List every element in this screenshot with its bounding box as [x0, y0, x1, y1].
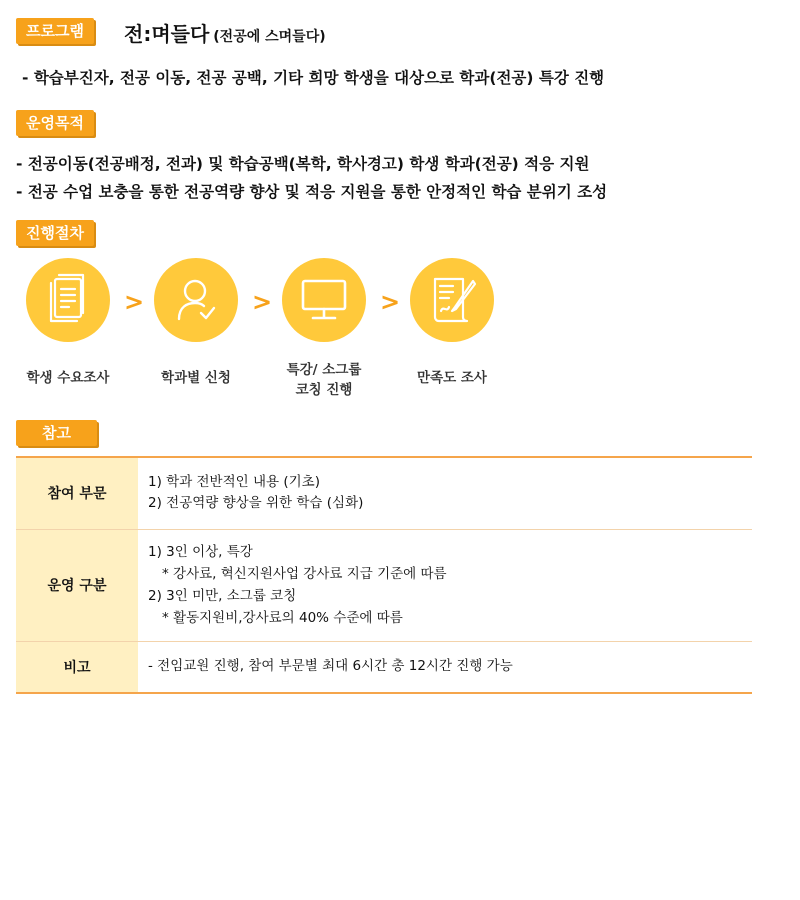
monitor-icon	[297, 277, 351, 323]
table-row	[16, 457, 752, 529]
step-1-circle	[26, 258, 110, 342]
operation-line-3: 2) 3인 미만, 소그룹 코칭	[148, 588, 297, 604]
signed-document-icon	[425, 273, 479, 327]
purpose-tag: 운영목적	[16, 110, 94, 136]
step-3-label-line-2: 코칭 진행	[295, 382, 353, 398]
row-head-operation: 운영 구분	[16, 529, 138, 641]
user-check-icon	[171, 275, 221, 325]
operation-line-2: * 강사료, 혁신지원사업 강사료 지급 기준에 따름	[162, 566, 447, 582]
survey-document-icon	[43, 273, 93, 327]
step-1-label: 학생 수요조사	[26, 370, 110, 386]
table-row	[16, 529, 752, 641]
operation-line-4: * 활동지원비,강사료의 40% 수준에 따름	[162, 610, 403, 626]
row-body-participation	[138, 457, 752, 529]
purpose-line-2: - 전공 수업 보충을 통한 전공역량 향상 및 적응 지원을 통한 안정적인 학습 분위기 조성	[16, 183, 608, 201]
program-title-text: 전:며들다	[124, 22, 210, 46]
step-arrow-1: >	[124, 288, 145, 316]
table-row	[16, 641, 752, 693]
step-3-label-line-1: 특강/ 소그룹	[286, 362, 362, 378]
program-tag: 프로그램	[16, 18, 94, 44]
procedure-tag: 진행절차	[16, 220, 94, 246]
reference-table	[16, 456, 752, 694]
purpose-line-1: - 전공이동(전공배정, 전과) 및 학습공백(복학, 학사경고) 학생 학과(전공) 적응 지원	[16, 155, 590, 173]
step-arrow-2: >	[252, 288, 273, 316]
participation-line-2: 2) 전공역량 향상을 위한 학습 (심화)	[148, 495, 364, 512]
row-body-operation	[138, 529, 752, 641]
step-4-circle	[410, 258, 494, 342]
row-head-remarks: 비고	[16, 641, 138, 693]
program-title	[124, 18, 326, 47]
reference-tag: 참고	[16, 420, 97, 446]
step-2-circle	[154, 258, 238, 342]
step-4-label: 만족도 조사	[417, 370, 487, 386]
program-description: - 학습부진자, 전공 이동, 전공 공백, 기타 희망 학생을 대상으로 학과(전공) 특강 진행	[22, 69, 605, 87]
row-body-remarks	[138, 641, 752, 693]
program-subtitle: (전공에 스며들다)	[213, 29, 326, 45]
step-3-label	[264, 360, 384, 400]
participation-line-1: 1) 학과 전반적인 내용 (기초)	[148, 473, 320, 490]
operation-line-1: 1) 3인 이상, 특강	[148, 544, 253, 560]
step-3-circle	[282, 258, 366, 342]
row-head-participation: 참여 부문	[16, 457, 138, 529]
remarks-line-1: - 전임교원 진행, 참여 부문별 최대 6시간 총 12시간 진행 가능	[148, 658, 513, 674]
step-arrow-3: >	[380, 288, 401, 316]
step-2-label: 학과별 신청	[161, 370, 231, 386]
